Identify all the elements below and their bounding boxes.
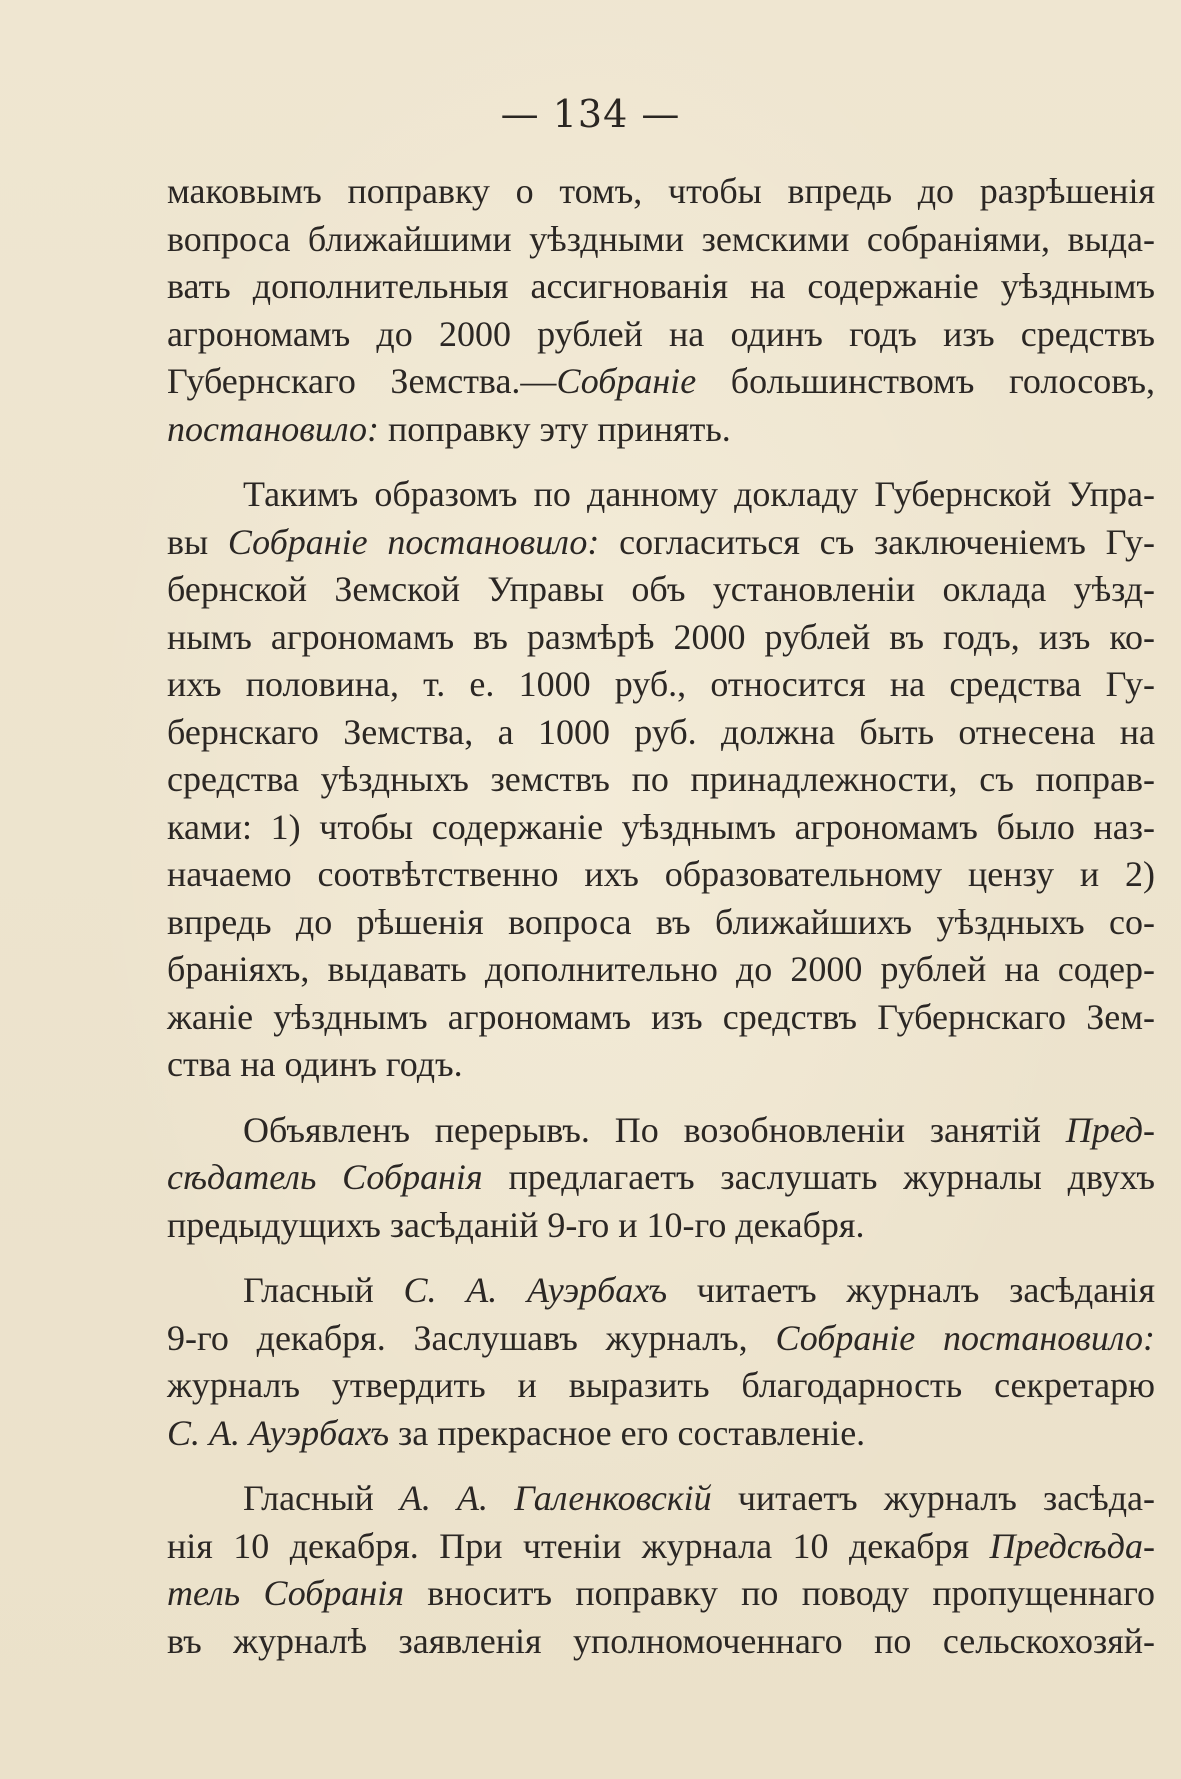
text-line: С. А. Ауэрбахъ за прекрасное его составленіе. (167, 1412, 866, 1453)
text-line: Гласный А. А. Галенковскій читаетъ журналъ засѣда- (243, 1478, 1155, 1518)
text-line: Такимъ образомъ по данному докладу Губернской Упра- (243, 474, 1155, 514)
text-line: нымъ агрономамъ въ размѣрѣ 2000 рублей въ годъ, изъ ко- (167, 616, 1155, 657)
text-line: постановило: поправку эту принять. (167, 408, 731, 449)
text-line: агрономамъ до 2000 рублей на одинъ годъ изъ средствъ (167, 313, 1155, 354)
text-line: Объявленъ перерывъ. По возобновленіи занятій Пред- (243, 1109, 1155, 1150)
text-line: жаніе уѣзднымъ агрономамъ изъ средствъ Губернскаго Зем- (167, 996, 1155, 1037)
text-line: ства на одинъ годъ. (167, 1044, 463, 1084)
paragraph-2 (167, 471, 1155, 1089)
body-text (167, 168, 1155, 1665)
text-line: средства уѣздныхъ земствъ по принадлежности, съ поправ- (167, 759, 1155, 799)
text-line: маковымъ поправку о томъ, чтобы впредь до разрѣшенія (167, 171, 1155, 211)
paragraph-3 (167, 1107, 1155, 1250)
text-line: ихъ половина, т. е. 1000 руб., относится на средства Гу- (167, 664, 1155, 704)
text-line: вать дополнительныя ассигнованія на содержаніе уѣзднымъ (167, 266, 1155, 306)
text-line: 9-го декабря. Заслушавъ журналъ, Собраніе постановило: (167, 1317, 1155, 1358)
text-line: въ журналѣ заявленія уполномоченнаго по сельскохозяй- (167, 1620, 1155, 1661)
text-line: тель Собранія вноситъ поправку по поводу пропущеннаго (167, 1573, 1155, 1613)
text-line: предыдущихъ засѣданій 9-го и 10-го декабря. (167, 1204, 865, 1245)
text-line: браніяхъ, выдавать дополнительно до 2000 рублей на содер- (167, 949, 1155, 989)
text-line: нія 10 декабря. При чтеніи журнала 10 декабря Предсѣда- (167, 1525, 1155, 1566)
paragraph-1 (167, 168, 1155, 453)
text-line: начаемо соотвѣтственно ихъ образовательному цензу и 2) (167, 854, 1155, 894)
text-line: Губернскаго Земства.—Собраніе большинствомъ голосовъ, (167, 361, 1155, 401)
paragraph-4 (167, 1267, 1155, 1457)
text-line: ками: 1) чтобы содержаніе уѣзднымъ агрономамъ было наз- (167, 806, 1155, 847)
text-line: бернской Земской Управы объ установленіи оклада уѣзд- (167, 569, 1155, 609)
paragraph-5 (167, 1475, 1155, 1665)
text-line: журналъ утвердить и выразить благодарность секретарю (167, 1365, 1155, 1405)
text-line: сѣдатель Собранія предлагаетъ заслушать журналы двухъ (167, 1157, 1155, 1197)
page-number: — 134 — (500, 92, 681, 136)
text-line: вы Собраніе постановило: согласиться съ заключеніемъ Гу- (167, 521, 1156, 562)
text-line: бернскаго Земства, а 1000 руб. должна быть отнесена на (167, 711, 1155, 752)
text-line: впредь до рѣшенія вопроса въ ближайшихъ уѣздныхъ со- (167, 901, 1155, 942)
text-line: вопроса ближайшими уѣздными земскими собраніями, выда- (167, 218, 1155, 259)
text-line: Гласный С. А. Ауэрбахъ читаетъ журналъ засѣданія (243, 1270, 1155, 1310)
